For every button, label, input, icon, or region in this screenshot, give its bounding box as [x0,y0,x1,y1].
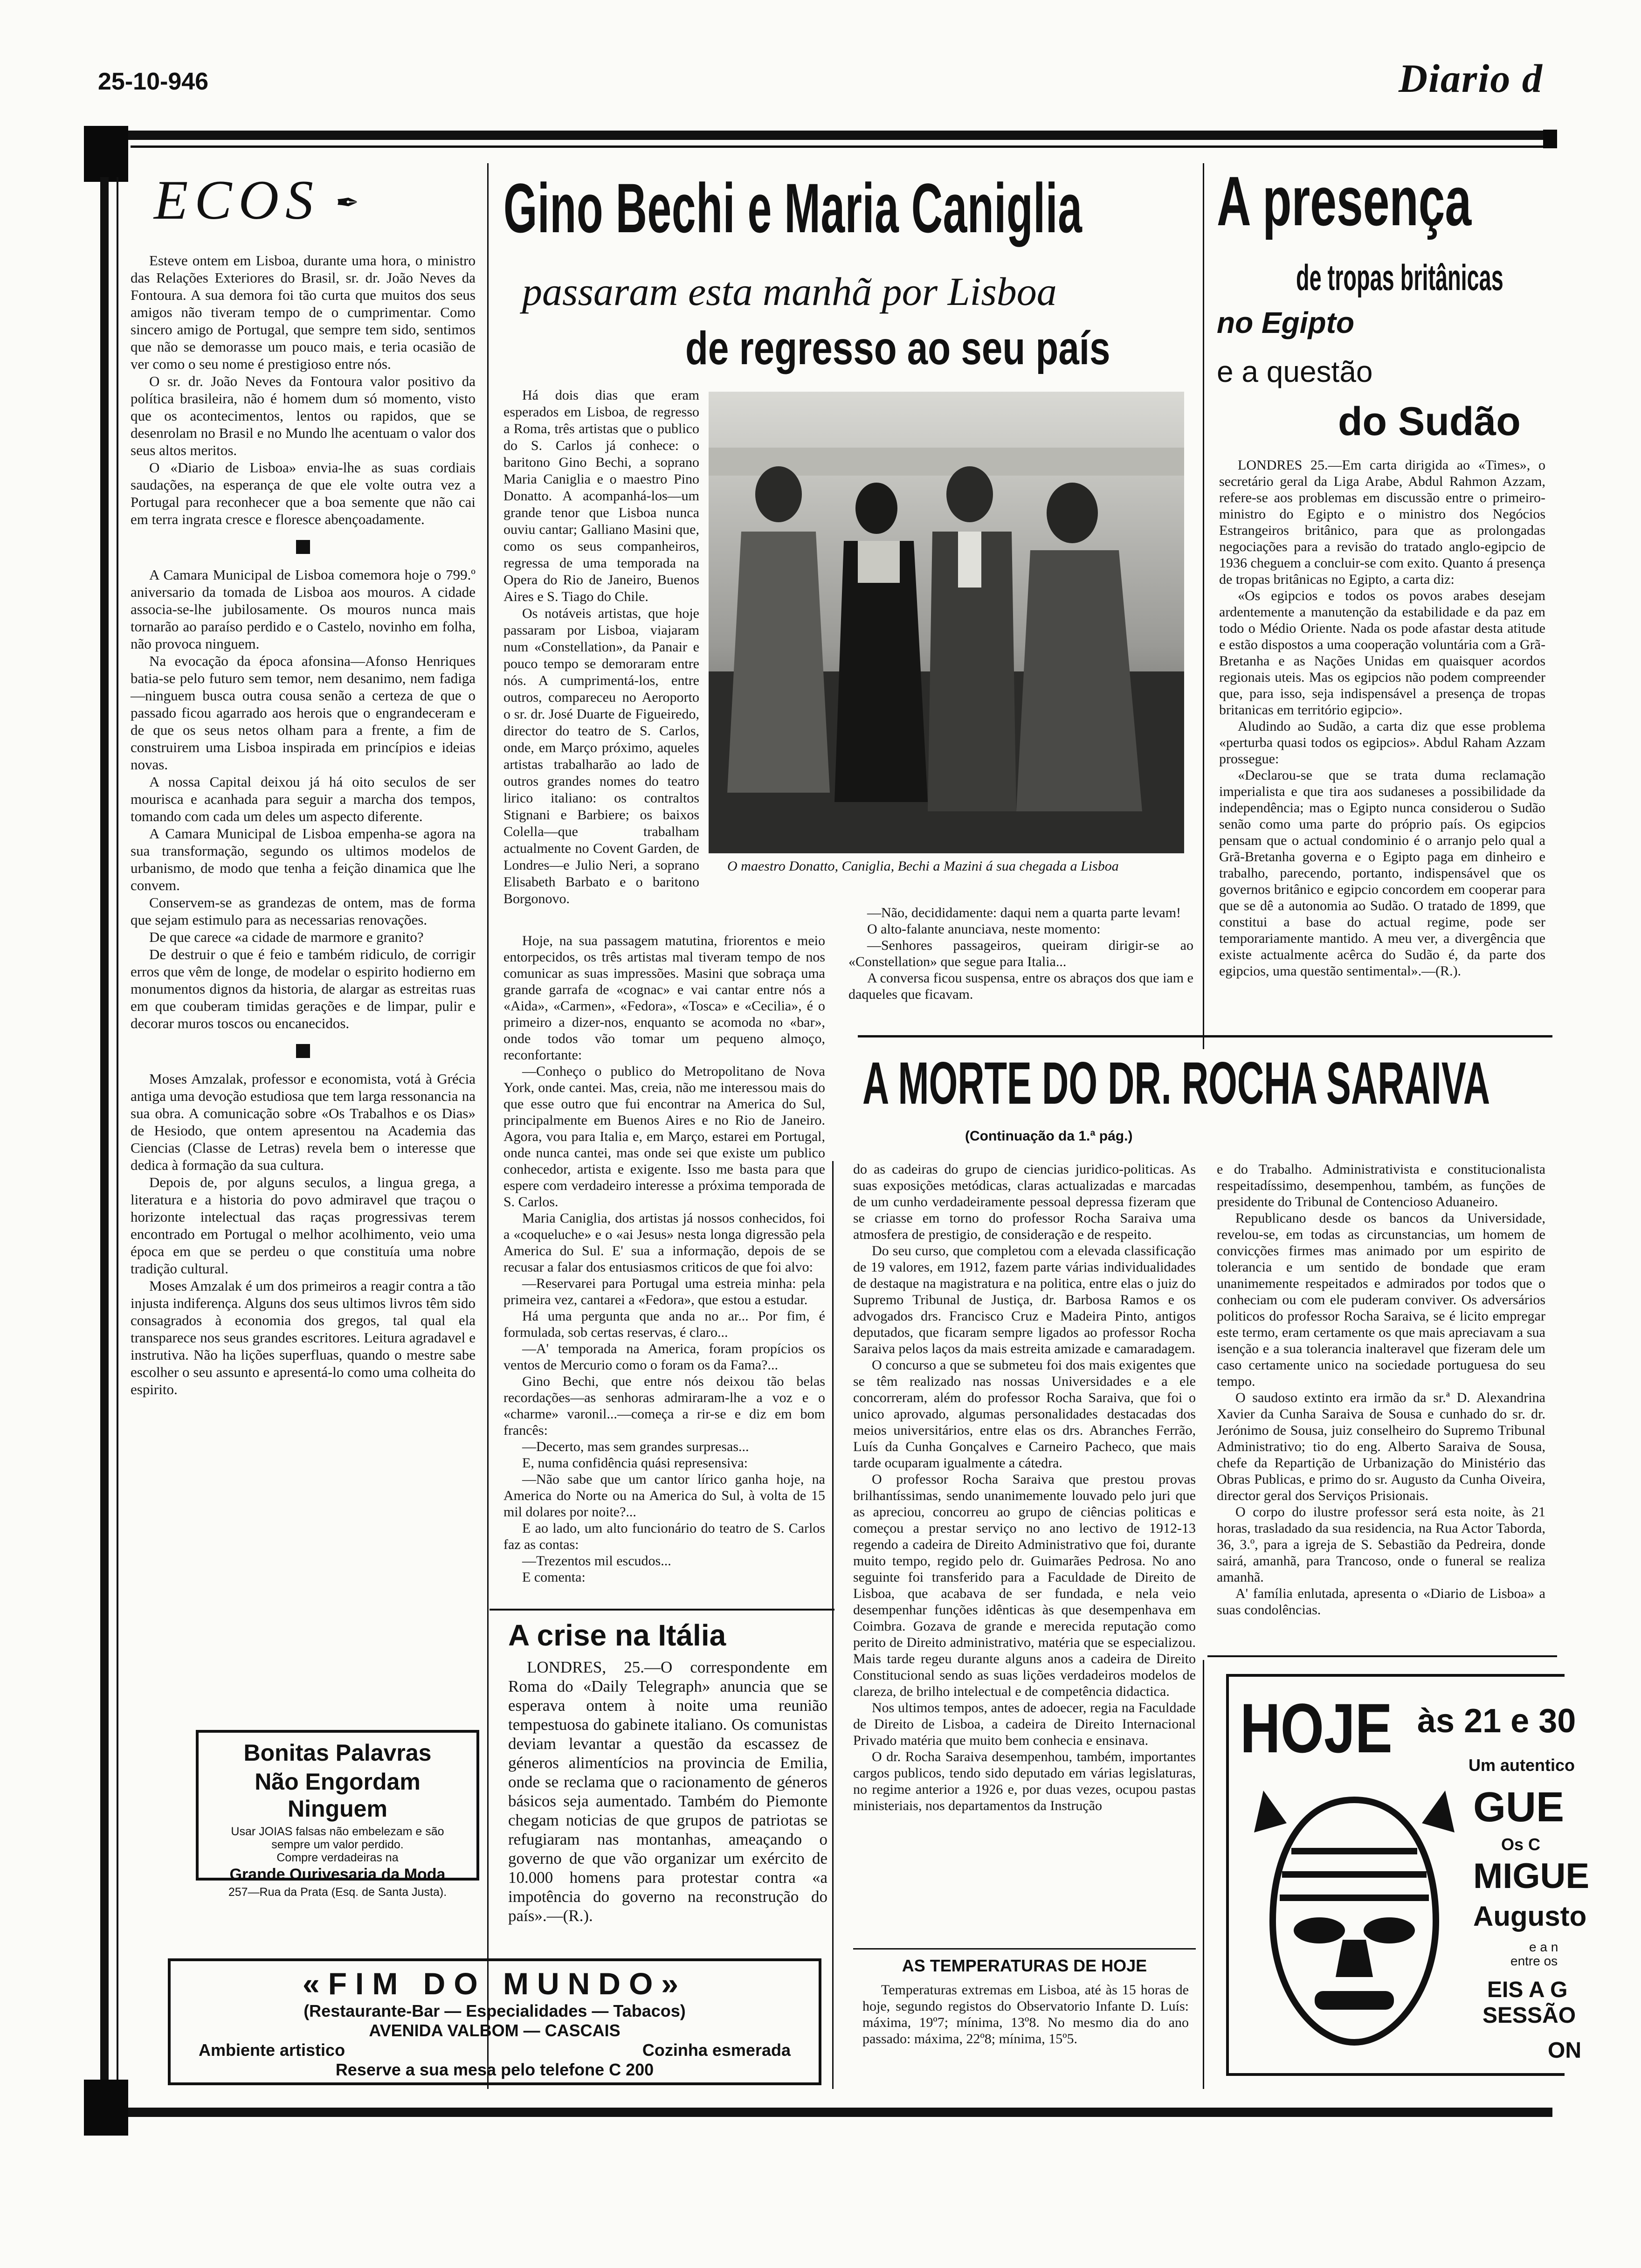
gino-subtitle-2: de regresso ao seu país [685,322,1110,374]
presenca-body [1219,457,1545,979]
morte-continuation: (Continuação da 1.ª pág.) [965,1128,1133,1144]
divider-gino-bottom [490,1609,834,1611]
photo-caption: O maestro Donatto, Caniglia, Bechi a Mazini á sua chegada a Lisboa [727,858,1119,874]
ad-hoje-time: às 21 e 30 [1417,1702,1576,1740]
ecos-paragraph: Esteve ontem em Lisboa, durante uma hora, o ministro das Relações Exteriores do Brasil, sr. dr. João Neves da Fontoura. A sua demora foi tão curta que muitos dos seus amigos não tiveram tempo de o cumprimentar. Como sincero amigo de Portugal, que sempre tem sido, sentimos que não se demorasse um pouco mais, e teria ocasião de ver como o seu nome é prestigioso entre nós. [131,252,476,372]
crise-paragraph: LONDRES, 25.—O correspondente em Roma do «Daily Telegraph» anuncia que se esperava ontem à noite uma reunião tempestuosa do gabinete italiano. Os comunistas deviam levantar a questão da escassez de géneros alimentícios na provincia de Emilia, onde se reclama que o racionamento de géneros básicos seja aumentado. Também do Piemonte chegam noticias de que grupos de patriotas se refugiaram nas montanhas, ameaçando o governo de que vão organizar um exército de 10.000 homens para protestar contra «a impotência do governo na reconstrução do país».—(R.). [508,1658,827,1925]
ecos-paragraph: A nossa Capital deixou já há oito seculos de ser mourisca e acanhada para seguir a marcha dos tempos, tomando com cada um deles um aspecto diferente. [131,774,476,824]
ad-bonitas-line6: 257—Rua da Prata (Esq. de Santa Justa). [228,1886,447,1899]
left-border [100,177,109,2080]
divider-2 [1203,163,1204,1049]
gino-paragraph: —A' temporada na America, foram propícios os ventos de Mercurio como o foram os da Fama?... [503,1341,825,1373]
gino-paragraph: A conversa ficou suspensa, entre os abraços dos que iam e daqueles que ficavam. [848,970,1193,1002]
morte-paragraph: O dr. Rocha Saraiva desempenhou, também, importantes cargos publicos, tendo sido deputado em várias legislaturas, no regime anterior a 1926 e, por duas vezes, ocupou pastas ministeriais, nos departamentos da Instrução [853,1749,1196,1813]
ad-bonitas-line2: Não Engordam Ninguem [255,1769,421,1822]
ecos-paragraph: O «Diario de Lisboa» envia-lhe as suas cordiais saudações, na esperança de que ele volte outra vez a Portugal para reconhecer que a boa semente que não cai em terra ingrata cresce e floresce abençoadamente. [131,459,476,527]
ad-hoje-title: HOJE [1240,1689,1393,1767]
footer-rule [117,2108,1552,2117]
ad-bonitas-line1: Bonitas Palavras [243,1740,432,1766]
ad-fim-title: «FIM DO MUNDO» [302,1966,687,2001]
ad-hoje-line10: ON [1548,2038,1581,2063]
ad-fim-line4: Reserve a sua mesa pelo telefone C 200 [335,2060,654,2079]
ecos-paragraph: A Camara Municipal de Lisboa comemora hoje o 799.º aniversario da tomada de Lisboa aos mouros. A cidade associa-se-lhe jubilosamente. Os mouros nunca mais tornarão ao paraíso perdido e o Castelo, novinho em folha, não provoca ninguem. [131,567,476,652]
ad-hoje-line2: GUE [1473,1784,1565,1831]
corner-block-top [84,126,128,182]
ecos-title: ECOS [154,169,320,231]
gino-paragraph: —Conheço o publico do Metropolitano de Nova York, onde cantei. Mas, creia, não me interessou mais do que esse outro que fui encontrar na America do Sul, principalmente em Buenos Aires e no Rio de Janeiro. Agora, vou para Italia e, em Março, estarei em Portugal, onde nunca cantei, mas onde sei que existe um publico conhecedor, artista e exigente. Isso me basta para que espere com verdadeiro interesse a próxima temporada de S. Carlos. [503,1064,825,1210]
temperaturas-title: AS TEMPERATURAS DE HOJE [902,1956,1147,1975]
morte-paragraph: O saudoso extinto era irmão da sr.ª D. Alexandrina Xavier da Cunha Saraiva de Sousa e cunhado do sr. dr. Jerónimo de Sousa, juiz conselheiro do Supremo Tribunal Administrativo; tio do eng. Alberto Saraiva de Sousa, chefe da Repartição de Urbanização do Ministério das Obras Publicas, e primo do sr. Augusto da Cunha Oiveira, director geral dos Serviços Prisionais. [1217,1390,1545,1503]
gino-left-column [503,387,699,907]
ad-hoje-line6: e a n [1529,1940,1558,1954]
presenca-sub2: no Egipto [1217,306,1355,339]
presenca-paragraph: Aludindo ao Sudão, a carta diz que esse problema «perturba quasi todos os egipcios». Abdul Raham Azzam prossegue: [1219,719,1545,767]
gino-paragraph: Maria Caniglia, dos artistas já nossos conhecidos, foi a «coqueluche» e o «ai Jesus» nesta longa digressão pela America do Sul. E' sua a informação, depois de se recusar a falar dos entusiasmos criticos de que foi alvo: [503,1210,825,1275]
ecos-paragraph: Moses Amzalak, professor e economista, votá à Grécia antiga uma devoção estudiosa que tem larga ressonancia na sua obra. A comunicação sobre «Os Trabalhos e os Dias» de Hesiodo, que ontem apresentou na Academia das Ciencias (Classe de Letras) revela bem o interesse que dedica à formação da sua cultura. [131,1071,476,1173]
ad-bonitas-palavras [196,1730,479,1899]
gino-paragraph: E ao lado, um alto funcionário do teatro de S. Carlos faz as contas: [503,1521,825,1552]
crise-title: A crise na Itália [508,1618,726,1652]
presenca-paragraph: LONDRES 25.—Em carta dirigida ao «Times», o secretário geral da Liga Arabe, Abdul Rahmon Azzam, refere-se aos problemas em discussão entre o primeiro-ministro do Egipto e o ministro dos Negócios Estrangeiros britânico, para que as prolongadas negociações para a revisão do tratado anglo-egipcio de 1936 cheguem a concluir-se com exito. Quanto á presença de tropas britânicas no Egipto, a carta diz: [1219,457,1545,587]
photo-artists-arrival [709,392,1184,853]
gino-paragraph: —Não, decididamente: daqui nem a quarta parte levam! [867,905,1181,920]
corner-block-top-right [1543,130,1557,148]
presenca-sub1: de tropas britânicas [1296,257,1503,298]
temperaturas-rule [853,1948,1196,1950]
presenca-paragraph: «Declarou-se que se trata duma reclamação imperialista e que tira aos sudaneses a possibilidade da independência; mas o Egipto nunca considerou o Sudão senão como uma parte do próprio país. Os egipcios pensam que o actual condominio é o arranjo pelo qual a Grã-Bretanha governa e o Egipto paga em dinheiro e trabalho, parecendo, portanto, indispensável que os governos britânico e egipcio concordem em cooperar para que se dê a autonomia ao Sudão. O tratado de 1899, que constitui a base do actual regime, pode ser temporariamente mantido. A meu ver, a divergência que existe actualmente acêrca do Sudão é, da parte dos egipcios, uma questão sentimental».—(R.). [1219,768,1545,979]
ecos-paragraph: Na evocação da época afonsina—Afonso Henriques batia-se pelo futuro sem temor, nem desanimo, nem fadiga—ninguem busca outra cousa senão a certeza de que o passado ficou agarrado aos herois que o engrandeceram e de que os seus netos olham para a frente, a fim de construirem uma Lisboa inspirada em princípios e ideias novas. [131,653,476,773]
ecos-paragraph: A Camara Municipal de Lisboa empenha-se agora na sua transformação, segundo os ultimos modelos de urbanismo, de modo que tenha a feição dinamica que lhe convem. [131,825,476,893]
morte-paragraph: O corpo do ilustre professor será esta noite, às 21 horas, trasladado da sua residencia, na Rua Actor Taborda, 36, 3.º, para a igreja de S. Sebastião da Pedreira, donde sairá, amanhã, para Trancoso, onde o funeral se realiza amanhã. [1217,1504,1545,1585]
gino-paragraph: —Decerto, mas sem grandes surpresas... [522,1439,749,1454]
section-bullet [296,540,310,554]
ad-hoje-line7: entre os [1510,1954,1558,1968]
header-rule [117,131,1552,140]
gino-paragraph: E, numa confidência quási represensiva: [522,1455,748,1471]
corner-block-bottom [84,2080,128,2136]
ecos-ornament: ✒ [336,187,359,218]
gino-paragraph: Hoje, na sua passagem matutina, friorentos e meio entorpecidos, os três artistas mal tiveram tempo de nos comunicar as suas impressões. Masini que sobraça uma grande garrafa de «cognac» e vai cantar entre nós a «Aida», «Carmen», «Fedora», «Tosca» e «Cecilia», é o primeiro a dizer-nos, enquanto se acomoda no «bar», onde todos vão tomar um pequeno almoço, reconfortante: [503,933,825,1063]
gino-paragraph: —Não sabe que um cantor lírico ganha hoje, na America do Norte ou na America do Sul, à volta de 15 mil dolares por noite?... [503,1472,825,1520]
morte-paragraph: A' família enlutada, apresenta o «Diario de Lisboa» a suas condolências. [1217,1586,1545,1618]
ad-fim-left: Ambiente artistico [199,2040,345,2060]
section-bullet [296,1044,310,1058]
ad-bonitas-line3: Usar JOIAS falsas não embelezam e são sempre um valor perdido. [231,1825,444,1851]
ad-hoje-line3: Os C [1501,1835,1541,1854]
ad-fim-do-mundo [168,1958,821,2085]
presenca-title: A presença [1217,162,1472,240]
divider-morte-top [858,1035,1552,1037]
morte-title: A MORTE DO DR. ROCHA SARAIVA [862,1050,1490,1117]
gino-paragraph: —Trezentos mil escudos... [522,1553,671,1569]
ecos-body [131,252,476,1398]
morte-paragraph: do as cadeiras do grupo de ciencias juridico-politicas. As suas exposições metódicas, claras actualizadas e marcadas de um cunho verdadeiramente pessoal depressa fizeram que se criasse em torno do professor Rocha Saraiva uma atmosfera de prestigio, de consideração e de respeito. [853,1162,1196,1242]
divider-1 [487,163,489,2089]
morte-col2 [1217,1161,1545,1618]
ad-hoje-line8: EIS A G [1487,1978,1568,2002]
photo-drawing [709,392,1184,853]
left-border-thin [117,177,118,2080]
morte-paragraph: Republicano desde os bancos da Universidade, revelou-se, em todas as circunstancias, um homem de convicções firmes mas animado por um espirito de tolerancia e um sentido de bondade que eram unanimemente respeitados e admirados por todos que o conheciam ou com ele puderam conviver. Os adversários politicos do professor Rocha Saraiva, se é licito empregar este termo, eram certamente os que mais apreciavam a sua isenção e a sua tolerancia inalteravel que fizeram dele um caso certamente unico na sociedade portuguesa do seu tempo. [1217,1210,1545,1389]
ecos-paragraph: De destruir o que é feio e também ridiculo, de corrigir erros que vêm de longe, de modelar o espirito hodierno em monumentos dignos da historia, de alargar as estreitas ruas em que couberam timidas gerações e de limpar, pulir e decorar muros toscos ou encanecidos. [131,946,476,1031]
gino-wide-column [503,933,825,1585]
presenca-sub3: e a questão [1217,355,1373,388]
ad-fim-line2: AVENIDA VALBOM — CASCAIS [369,2021,621,2040]
morte-paragraph: e do Trabalho. Administrativista e constitucionalista respeitadíssimo, desempenhou, também, as funções de presidente do Tribunal de Contencioso Aduaneiro. [1217,1162,1545,1210]
ad-hoje-line5: Augusto [1473,1901,1587,1932]
gino-paragraph: Há uma pergunta que anda no ar... Por fim, é formulada, sob certas reservas, é claro... [503,1308,825,1340]
gino-right-column [848,905,1193,1003]
ad-bonitas-line5: Grande Ourivesaria da Moda [229,1866,446,1883]
gino-title: Gino Bechi e Maria Caniglia [503,169,1083,247]
ad-bonitas-line4: Compre verdadeiras na [276,1851,399,1864]
gino-paragraph: Há dois dias que eram esperados em Lisboa, de regresso a Roma, três artistas que o publico do S. Carlos já conhece: o baritono Gino Bechi, a soprano Maria Caniglia e o maestro Pino Donatto. A acompanhá-los—um grande tenor que Lisboa nunca ouviu cantar; Galliano Masini que, como os seus companheiros, regressa de uma temporada na Opera do Rio de Janeiro, Buenos Aires e S. Tiago do Chile. [503,387,699,604]
ad-hoje-line1: Um autentico [1469,1756,1575,1775]
ecos-paragraph: Moses Amzalak é um dos primeiros a reagir contra a tão injusta indiferença. Alguns dos seus ultimos livros têm sido consagrados à economia dos gregos, tal qual ela transparece nos seus grandes escritores. Leitura agradavel e instrutiva. Não ha lições superfluas, quando o mestre sabe escolher o seu assunto e apresentá-lo como uma colheita do espirito. [131,1278,476,1397]
ecos-paragraph: Conservem-se as grandezas de ontem, mas de forma que sejam estimulo para as necessarias renovações. [131,894,476,928]
ad-hoje-line4: MIGUE [1473,1856,1590,1896]
temperaturas-body [862,1982,1189,2047]
ad-fim-right: Cozinha esmerada [642,2040,791,2060]
ecos-paragraph: Depois de, por alguns seculos, a lingua grega, a literatura e a historia do povo admiravel que traçou o horizonte intelectual das raças progressivas terem encontrado em Portugal o melhor acolhimento, veio uma época em que se perdeu o que constituía uma nobre tradição cultural. [131,1174,476,1277]
crise-body [508,1658,827,1925]
morte-paragraph: Nos ultimos tempos, antes de adoecer, regia na Faculdade de Direito de Lisboa, a cadeira de Direito Internacional Privado matéria que muito bem conhecia e ensinava. [853,1700,1196,1748]
presenca-paragraph: «Os egipcios e todos os povos arabes desejam ardentemente a manutenção da estabilidade e da paz em todo o Médio Oriente. Nada os pode afastar desta atitude e estão dispostos a uma cooperação voluntária com a Grã-Bretanha e as Nações Unidas em quaisquer acordos regionais uteis. Mas os egipcios não podem compreender que, para isso, seja indispensável a presença de tropas britanicas em território egipcio». [1219,588,1545,718]
temperaturas-text: Temperaturas extremas em Lisboa, até às 15 horas de hoje, segundo registos do Observatorio Infante D. Luís: máxima, 19º7; mínima, 13º8. No mesmo dia do ano passado: máxima, 22º8; mínima, 15º5. [862,1982,1189,2047]
morte-paragraph: O concurso a que se submeteu foi dos mais exigentes que se têm realizado nas nossas Universidades e a ele concorreram, além do professor Rocha Saraiva, que foi o unico aprovado, algumas personalidades destacadas dos meios universitários, entre elas os drs. Abranches Ferrão, Luís da Cunha Gonçalves e Carneiro Pacheco, que mais tarde ocuparam igualmente a cátedra. [853,1357,1196,1471]
ecos-paragraph: De que carece «a cidade de marmore e granito? [149,929,424,945]
mask-illustration [1245,1781,1464,2061]
gino-paragraph: Os notáveis artistas, que hoje passaram por Lisboa, viajaram num «Constellation», da Panair e pouco tempo se demoraram entre nós. A cumprimentá-los, entre outros, compareceu no Aeroporto o sr. dr. José Duarte de Figueiredo, director do teatro de S. Carlos, onde, em Março próximo, aqueles artistas trabalharão ao lado de outros grandes nomes do teatro lirico italiano: os contraltos Stignani e Barbiere; os baixos Colella—que trabalham actualmente no Covent Garden, de Londres—e Julio Neri, a soprano Elisabeth Barbato e o baritono Borgonovo. [503,606,699,906]
gino-paragraph: O alto-falante anunciava, neste momento: [867,921,1101,937]
ad-hoje-line9: SESSÃO [1482,2003,1576,2028]
divider-4 [1203,1660,1204,2089]
morte-paragraph: O professor Rocha Saraiva que prestou provas brilhantíssimas, sendo unanimemente louvado pelo juri que as apreciou, concorreu ao grupo de ciências politicas e começou a prestar serviço no ano lectivo de 1912-13 regendo a cadeira de Direito Administrativo que foi, durante muito tempo, regido pelo dr. Guimarães Pedrosa. No ano seguinte foi transferido para a Faculdade de Direito de Lisboa, que acabava de ser fundada, e nela veio desempenhar funções idênticas às que desempenhava em Coimbra. Gozava de grande e merecida reputação como perito de Direito administrativo, matéria que se especializou. Mais tarde regeu durante alguns anos a cadeira de Direito Constitucional sendo as suas lições verdadeiros modelos de clareza, de brilho intelectual e de competência didactica. [853,1472,1196,1699]
gino-paragraph: —Senhores passageiros, queiram dirigir-se ao «Constellation» que segue para Italia... [848,938,1193,969]
issue-date: 25-10-946 [98,68,209,95]
morte-paragraph: Do seu curso, que completou com a elevada classificação de 19 valores, em 1912, fazem parte várias individualidades de destaque na magistratura e na politica, entre elas o juiz do Supremo Tribunal de Justiça, dr. Barbosa Ramos e os advogados drs. Francisco Cruz e Madeira Pinto, antigos deputados, que ficaram sempre ligados ao professor Rocha Saraiva pelos laços da mais estreita amizade e camaradagem. [853,1243,1196,1356]
morte-col1 [853,1161,1196,1814]
masthead: Diario d [1399,56,1543,101]
divider-3 [832,1161,834,2089]
ad-hoje [1212,1665,1590,2084]
header-rule-thin [131,145,1557,148]
gino-paragraph: —Reservarei para Portugal uma estreia minha: pela primeira vez, cantarei a «Fedora», que estou a estudar. [503,1276,825,1307]
ad-fim-line1: (Restaurante-Bar — Especialidades — Tabacos) [303,2001,686,2020]
gino-paragraph: Gino Bechi, que entre nós deixou tão belas recordações—as senhoras admiraram-lhe a voz e o «charme» varonil...—começa a rir-se e diz em bom francês: [503,1374,825,1438]
divider-hoje-top [1207,1655,1557,1657]
presenca-sub4: do Sudão [1338,399,1521,444]
gino-paragraph: E comenta: [522,1570,586,1585]
ecos-paragraph: O sr. dr. João Neves da Fontoura valor positivo da política brasileira, não é homem dum só momento, visto que os acontecimentos, lentos ou rapidos, que se desenrolam no Brasil e no Mundo lhe acentuam o valor dos seus altos meritos. [131,373,476,458]
gino-subtitle-1: passaram esta manhã por Lisboa [522,269,1057,314]
